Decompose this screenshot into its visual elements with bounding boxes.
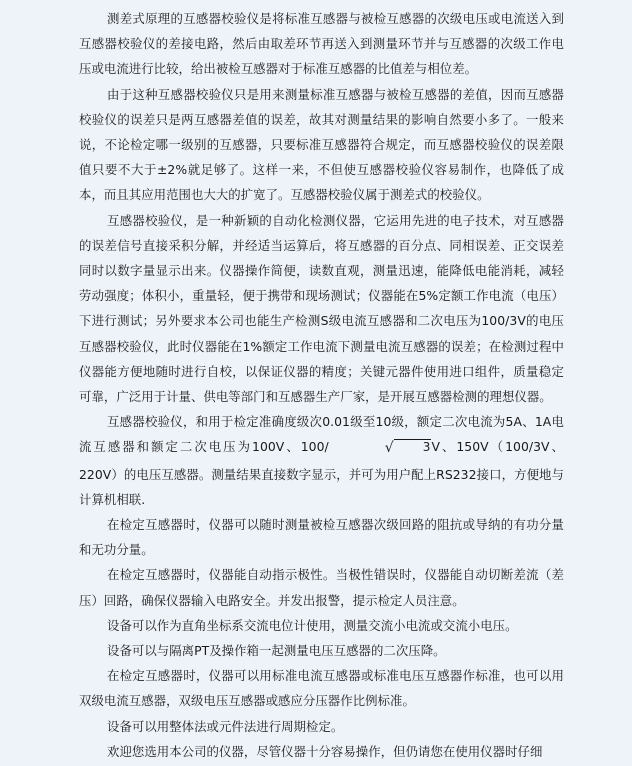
paragraph-welcome: 欢迎您选用本公司的仪器，尽管仪器十分容易操作，但仍请您在使用仪器时仔细 xyxy=(107,743,543,759)
paragraph-specs xyxy=(79,409,564,512)
specs-text-part2: V、150V（100/3V、220V）的电压互感器。测量结果直接数字显示，并可为用户配上RS232接口，方便地与计算机相联. xyxy=(79,439,564,507)
paragraph-impedance: 在检定互感器时，仪器可以随时测量被检互感器次级回路的阻抗或导纳的有功分量和无功分量。 xyxy=(79,517,564,558)
sqrt-symbol xyxy=(329,435,432,461)
paragraph-standard: 在检定互感器时，仪器可以用标准电流互感器或标准电压互感器作标准，也可以用双级电流互感器，双级电压互感器或感应分压器作比例标准。 xyxy=(79,668,564,709)
paragraph-voltage-drop: 设备可以与隔离PT及操作箱一起测量电压互感器的二次压降。 xyxy=(107,643,446,659)
paragraph-polarity: 在检定互感器时，仪器能自动指示极性。当极性错误时，仪器能自动切断差流（差压）回路，确保仪器输入电路安全。并发出报警，提示检定人员注意。 xyxy=(79,567,564,608)
paragraph-error-limit: 由于这种互感器校验仪只是用来测量标准互感器与被检互感器的差值，因而互感器校验仪的误差只是两互感器差值的误差，故其对测量结果的影响自然要小多了。一般来说，不论检定哪一级别的互感器，只要标准互感器符合规定，而互感器校验仪的误差限值只要不大于±2%就足够了。这样一来，不但使互感器校验仪容易制作，也降低了成本，而且其应用范围也大大的扩宽了。互感器校验仪属于测差式的校验仪。 xyxy=(79,86,564,203)
paragraph-potentiometer: 设备可以作为直角坐标系交流电位计使用，测量交流小电流或交流小电压。 xyxy=(107,617,518,633)
paragraph-principle: 测差式原理的互感器校验仪是将标准互感器与被检互感器的次级电压或电流送入到互感器校验仪的差接电路，然后由取差环节再送入到测量环节并与互感器的次级工作电压或电流进行比较，给出被检互感器对于标准互感器的比值差与相位差。 xyxy=(79,11,564,77)
paragraph-periodic: 设备可以用整体法或元件法进行周期检定。 xyxy=(107,718,344,734)
paragraph-features: 互感器校验仪，是一种新颖的自动化检测仪器，它运用先进的电子技术，对互感器的误差信号直接采积分解，并经适当运算后，将互感器的百分点、同相误差、正交误差同时以数字量显示出来。仪器操作简便，读数直观，测量迅速，能降低电能消耗，减轻劳动强度；体积小，重量轻，便于携带和现场测试；仪器能在5%定额工作电流（电压）下进行测试；另外要求本公司也能生产检测S级电流互感器和二次电压为100/3V的电压互感器校验仪，此时仪器能在1%额定工作电流下测量电流互感器的误差；在检测过程中仪器能方便地随时进行自校，以保证仪器的精度；关键元器件使用进口组件，质量稳定可靠，广泛用于计量、供电等部门和互感器生产厂家，是开展互感器检测的理想仪器。 xyxy=(79,212,564,405)
specs-text-part1: 互感器校验仪，和用于检定准确度级次0.01级至10级，额定二次电流为5A、1A电流互感器和额定二次电压为100V、100/ xyxy=(79,414,564,455)
sqrt-radicand: 3 xyxy=(394,439,432,454)
radical-sign-icon: √ xyxy=(384,440,394,457)
